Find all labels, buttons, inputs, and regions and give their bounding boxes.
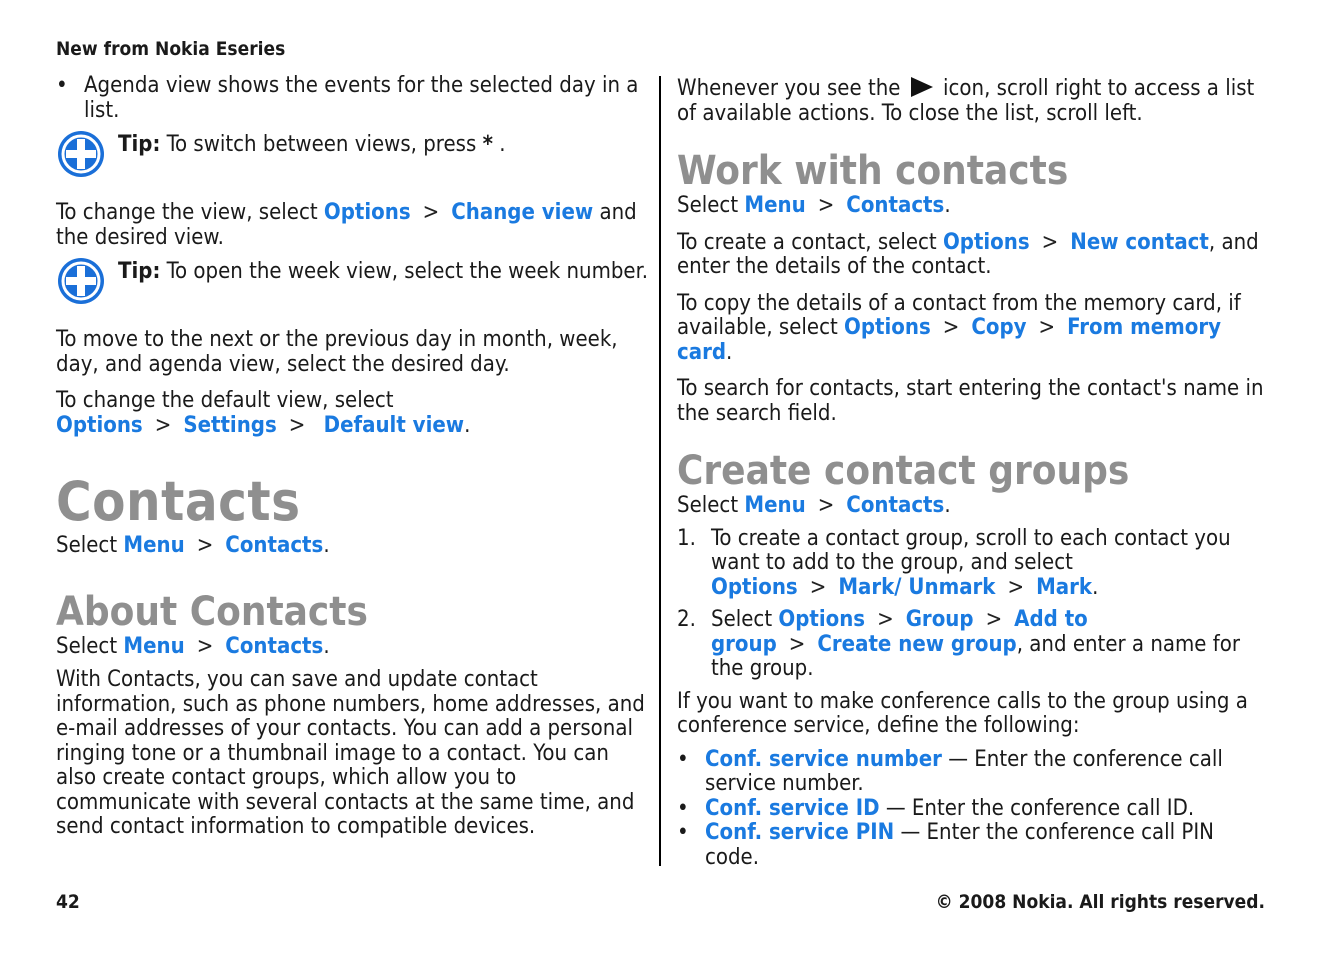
text: Select bbox=[677, 493, 739, 518]
options-link[interactable]: Options bbox=[942, 229, 1030, 255]
list-item bbox=[677, 797, 1269, 822]
contacts-heading: Contacts bbox=[56, 470, 301, 533]
bullet-dot: • bbox=[677, 746, 689, 772]
conf-service-number-link[interactable]: Conf. service number bbox=[705, 746, 942, 772]
copy-details-paragraph bbox=[677, 292, 1269, 366]
text: Select bbox=[56, 533, 118, 558]
add-to-group-link[interactable]: Add to group bbox=[711, 607, 1088, 657]
conference-paragraph: If you want to make conference calls to the group using a conference service, define the following: bbox=[677, 688, 1248, 738]
separator: > bbox=[809, 574, 827, 600]
text: . bbox=[944, 493, 951, 518]
create-contact-groups-heading: Create contact groups bbox=[677, 448, 1130, 494]
menu-link[interactable]: Menu bbox=[123, 533, 185, 558]
text: — Enter the conference call ID. bbox=[885, 795, 1195, 821]
mark-unmark-link[interactable]: Mark/ Unmark bbox=[838, 574, 996, 600]
new-contact-link[interactable]: New contact bbox=[1070, 229, 1209, 255]
text: To create a contact group, scroll to each contact you want to add to the group, and select bbox=[711, 525, 1231, 575]
list-item bbox=[677, 748, 1269, 797]
text: . bbox=[323, 533, 330, 558]
scroll-right-arrow-icon bbox=[909, 76, 935, 98]
from-memory-card-link[interactable]: From memory card bbox=[677, 315, 1222, 365]
text: . bbox=[464, 412, 471, 438]
settings-link[interactable]: Settings bbox=[183, 412, 277, 438]
text: — Enter the conference call PIN code. bbox=[705, 820, 1214, 870]
conference-settings-list bbox=[677, 748, 1269, 871]
bullet-dot: • bbox=[677, 820, 689, 845]
separator: > bbox=[1041, 229, 1059, 255]
default-view-paragraph bbox=[56, 389, 650, 438]
move-day-paragraph: To move to the next or the previous day in month, week, day, and agenda view, select the desired day. bbox=[56, 327, 618, 377]
options-link[interactable]: Options bbox=[844, 315, 931, 340]
change-view-paragraph bbox=[56, 201, 650, 250]
separator: > bbox=[1038, 315, 1056, 340]
list-item bbox=[677, 821, 1269, 870]
text: Select bbox=[56, 633, 118, 659]
list-item bbox=[677, 608, 1269, 682]
text: To change the default view, select bbox=[56, 388, 394, 413]
right-column bbox=[677, 76, 1269, 870]
contacts-link[interactable]: Contacts bbox=[846, 493, 945, 518]
separator: > bbox=[817, 493, 835, 518]
tip-plus-icon bbox=[56, 256, 106, 306]
conf-service-pin-link[interactable]: Conf. service PIN bbox=[705, 820, 895, 845]
options-link[interactable]: Options bbox=[323, 200, 411, 225]
text: . bbox=[944, 193, 951, 218]
tip-text: To open the week view, select the week number. bbox=[166, 259, 648, 284]
about-select-paragraph bbox=[56, 635, 650, 660]
text: . bbox=[323, 633, 330, 659]
text: and the desired view. bbox=[56, 200, 637, 250]
copy-link[interactable]: Copy bbox=[971, 315, 1027, 340]
separator: > bbox=[196, 633, 214, 659]
separator: > bbox=[942, 315, 960, 340]
step-number: 2. bbox=[677, 607, 696, 632]
tip-switch-views bbox=[56, 133, 650, 193]
tip-label: Tip: bbox=[118, 259, 161, 284]
agenda-bullet-text: Agenda view shows the events for the selected day in a list. bbox=[84, 73, 639, 123]
text: . bbox=[726, 339, 733, 365]
options-link[interactable]: Options bbox=[711, 574, 798, 600]
group-steps-list bbox=[677, 527, 1269, 682]
group-link[interactable]: Group bbox=[905, 607, 974, 632]
tip-key: * bbox=[482, 132, 493, 157]
menu-link[interactable]: Menu bbox=[744, 193, 806, 218]
tip-week-view bbox=[56, 260, 650, 320]
separator: > bbox=[877, 607, 894, 632]
tip-end: . bbox=[499, 132, 506, 157]
options-link[interactable]: Options bbox=[56, 412, 143, 438]
whenever-paragraph bbox=[677, 76, 1269, 126]
mark-link[interactable]: Mark bbox=[1036, 574, 1093, 600]
about-contacts-paragraph: With Contacts, you can save and update contact information, such as phone numbers, home addresses, and e-mail addresses of your contacts. You can add a personal ringing tone or a thumbnail image to a contact. You can also create contact groups, which allow you to communicate with several contacts at the same time, and send contact information to compatible devices. bbox=[56, 667, 645, 839]
step-number: 1. bbox=[677, 525, 696, 551]
contacts-link[interactable]: Contacts bbox=[846, 193, 945, 218]
create-contact-paragraph bbox=[677, 231, 1269, 280]
change-view-link[interactable]: Change view bbox=[451, 200, 594, 225]
column-divider bbox=[659, 76, 661, 866]
work-select-paragraph bbox=[677, 194, 1269, 219]
bullet-dot: • bbox=[677, 795, 689, 821]
create-new-group-link[interactable]: Create new group bbox=[817, 631, 1017, 657]
groups-select-paragraph bbox=[677, 494, 1269, 519]
bullet-dot: • bbox=[56, 73, 68, 98]
agenda-bullet bbox=[56, 74, 650, 123]
separator: > bbox=[422, 200, 440, 225]
search-paragraph: To search for contacts, start entering the contact's name in the search field. bbox=[677, 376, 1264, 426]
contacts-link[interactable]: Contacts bbox=[225, 633, 324, 659]
page-number: 42 bbox=[56, 891, 80, 913]
separator: > bbox=[985, 607, 1003, 632]
text: , and enter the details of the contact. bbox=[677, 229, 1259, 279]
contacts-select-paragraph bbox=[56, 534, 650, 559]
default-view-link[interactable]: Default view bbox=[323, 412, 465, 438]
tip-label: Tip: bbox=[118, 132, 161, 157]
separator: > bbox=[1007, 574, 1025, 600]
text: To create a contact, select bbox=[677, 229, 937, 255]
text: , and enter a name for the group. bbox=[711, 631, 1240, 681]
text: Select bbox=[677, 193, 739, 218]
about-contacts-heading: About Contacts bbox=[56, 588, 368, 635]
text: Select bbox=[711, 607, 773, 632]
work-with-contacts-heading: Work with contacts bbox=[677, 148, 1069, 194]
text: — Enter the conference call service number. bbox=[705, 746, 1223, 796]
tip-text: To switch between views, press bbox=[166, 132, 477, 157]
list-item bbox=[677, 527, 1269, 601]
separator: > bbox=[788, 631, 806, 657]
separator: > bbox=[196, 533, 214, 558]
left-column bbox=[56, 74, 650, 840]
text: Whenever you see the bbox=[677, 76, 901, 101]
menu-link[interactable]: Menu bbox=[744, 493, 806, 518]
copyright: © 2008 Nokia. All rights reserved. bbox=[935, 891, 1265, 913]
tip-plus-icon bbox=[56, 129, 106, 179]
separator: > bbox=[154, 412, 172, 438]
separator: > bbox=[288, 412, 306, 438]
text: To copy the details of a contact from the memory card, if available, select bbox=[677, 290, 1241, 340]
text: To change the view, select bbox=[56, 200, 318, 225]
menu-link[interactable]: Menu bbox=[123, 633, 185, 659]
separator: > bbox=[817, 193, 835, 218]
conf-service-id-link[interactable]: Conf. service ID bbox=[705, 795, 880, 821]
running-header: New from Nokia Eseries bbox=[56, 38, 286, 60]
text: icon, scroll right to access a list of available actions. To close the list, scroll left. bbox=[677, 76, 1255, 126]
contacts-link[interactable]: Contacts bbox=[225, 533, 324, 558]
text: . bbox=[1092, 574, 1099, 600]
options-link[interactable]: Options bbox=[778, 607, 866, 632]
